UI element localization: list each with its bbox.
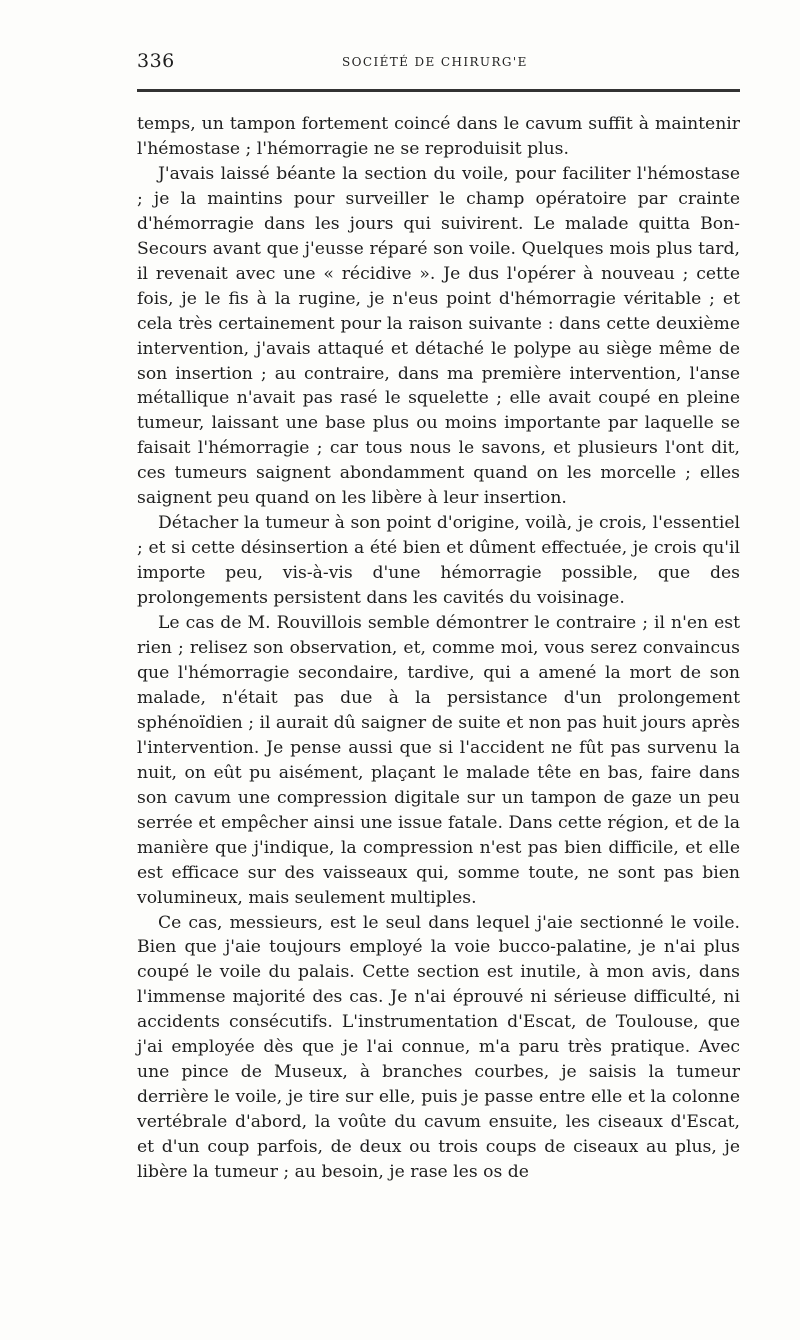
paragraph-5: Ce cas, messieurs, est le seul dans lequel j'aie sectionné le voile. Bien que j'aie toujours employé la voie bucco-palatine, je n'ai plus coupé le voile du palais. Cette section est inutile, à mon avis, dans l'immense majorité des cas. Je n'ai éprouvé ni sérieuse difficulté, ni accidents consécutifs. L'instrumentation d'Escat, de Toulouse, que j'ai employée dès que je l'ai connue, m'a paru très pratique. Avec une pince de Museux, à branches courbes, je saisis la tumeur derrière le voile, je tire sur elle, puis je passe entre elle et la colonne vertébrale d'abord, la voûte du cavum ensuite, les ciseaux d'Escat, et d'un coup parfois, de deux ou trois coups de ciseaux au plus, je libère la tumeur ; au besoin, je rase les os de bbox=[137, 912, 740, 1183]
paragraph-3: Détacher la tumeur à son point d'origine, voilà, je crois, l'essentiel ; et si cette désinsertion a été bien et dûment effectuée, je crois qu'il importe peu, vis-à-vis d'une hémorragie possible, que des prolongements persistent dans les cavités du voisinage. bbox=[137, 513, 740, 609]
header-rule bbox=[137, 89, 740, 92]
paragraph-2: J'avais laissé béante la section du voile, pour faciliter l'hémostase ; je la maintins pour surveiller le champ opératoire par crainte d'hémorragie dans les jours qui suivirent. Le malade quitta Bon-Secours avant que j'eusse réparé son voile. Quelques mois plus tard, il revenait avec une « récidive ». Je dus l'opérer à nouveau ; cette fois, je le fis à la rugine, je n'eus point d'hémorragie véritable ; et cela très certainement pour la raison suivante : dans cette deuxième intervention, j'avais attaqué et détaché le polype au siège même de son insertion ; au contraire, dans ma première intervention, l'anse métallique n'avait pas rasé le squelette ; elle avait coupé en pleine tumeur, laissant une base plus ou moins importante par laquelle se faisait l'hémorragie ; car tous nous le savons, et plusieurs l'ont dit, ces tumeurs saignent abondamment quand on les morcelle ; elles saignent peu quand on les libère à leur insertion. bbox=[137, 163, 740, 509]
book-page bbox=[137, 50, 740, 1183]
page-header bbox=[137, 50, 740, 80]
running-title: SOCIÉTÉ DE CHIRURG'E bbox=[342, 55, 528, 69]
paragraph-1: temps, un tampon fortement coincé dans le cavum suffit à maintenir l'hémostase ; l'hémorragie ne se reproduisit plus. bbox=[137, 114, 740, 159]
page-number: 336 bbox=[137, 50, 175, 72]
body-text bbox=[137, 112, 740, 1185]
paragraph-4: Le cas de M. Rouvillois semble démontrer le contraire ; il n'en est rien ; relisez son observation, et, comme moi, vous serez convaincus que l'hémorragie secondaire, tardive, qui a amené la mort de son malade, n'était pas due à la persistance d'un prolongement sphénoïdien ; il aurait dû saigner de suite et non pas huit jours après l'intervention. Je pense aussi que si l'accident ne fût pas survenu la nuit, on eût pu aisément, plaçant le malade tête en bas, faire dans son cavum une compression digitale sur un tampon de gaze un peu serrée et empêcher ainsi une issue fatale. Dans cette région, et de la manière que j'indique, la compression n'est pas bien difficile, et elle est efficace sur des vaisseaux qui, somme toute, ne sont pas bien volumineux, mais seulement multiples. bbox=[137, 613, 740, 908]
